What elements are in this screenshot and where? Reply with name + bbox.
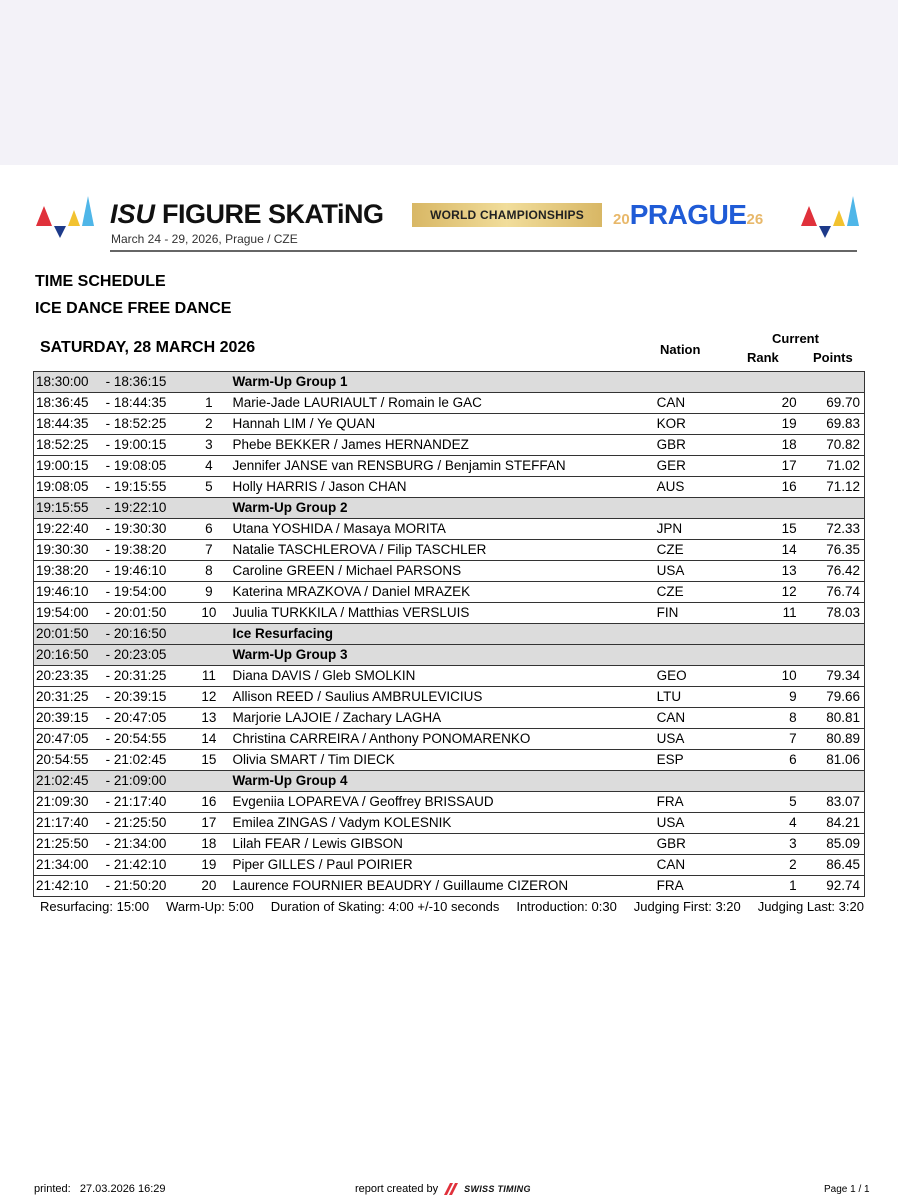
end-time: - 21:50:20 (106, 876, 186, 897)
skater-names: Natalie TASCHLEROVA / Filip TASCHLER (233, 540, 657, 561)
start-time: 19:38:20 (34, 561, 106, 582)
printed-timestamp: printed: 27.03.2026 16:29 (34, 1183, 166, 1195)
nation-code: FRA (657, 792, 736, 813)
start-time: 21:09:30 (34, 792, 106, 813)
schedule-group-row (34, 771, 865, 792)
current-points: 71.02 (797, 456, 865, 477)
current-points: 70.82 (797, 435, 865, 456)
schedule-row (34, 456, 865, 477)
nation-code: GER (657, 456, 736, 477)
end-time: - 20:31:25 (106, 666, 186, 687)
current-points: 81.06 (797, 750, 865, 771)
start-number: 12 (185, 687, 232, 708)
skater-names: Katerina MRAZKOVA / Daniel MRAZEK (233, 582, 657, 603)
current-points: 79.34 (797, 666, 865, 687)
current-points: 92.74 (797, 876, 865, 897)
schedule-row (34, 834, 865, 855)
start-time: 18:44:35 (34, 414, 106, 435)
start-number (185, 645, 232, 666)
skater-names: Marjorie LAJOIE / Zachary LAGHA (233, 708, 657, 729)
current-points: 71.12 (797, 477, 865, 498)
current-rank: 6 (736, 750, 797, 771)
schedule-row (34, 561, 865, 582)
skater-names: Evgeniia LOPAREVA / Geoffrey BRISSAUD (233, 792, 657, 813)
schedule-row (34, 582, 865, 603)
start-number: 6 (185, 519, 232, 540)
end-time: - 21:17:40 (106, 792, 186, 813)
rank-column-header: Rank (747, 350, 779, 365)
nation-code: CZE (657, 582, 736, 603)
current-points: 69.83 (797, 414, 865, 435)
current-rank: 1 (736, 876, 797, 897)
current-points: 72.33 (797, 519, 865, 540)
nation-code (657, 498, 736, 519)
prague-wordmark: 20PRAGUE26 (613, 199, 764, 230)
current-points (797, 372, 865, 393)
start-time: 18:52:25 (34, 435, 106, 456)
current-points: 83.07 (797, 792, 865, 813)
skater-names: Juulia TURKKILA / Matthias VERSLUIS (233, 603, 657, 624)
current-points: 76.74 (797, 582, 865, 603)
start-time: 20:31:25 (34, 687, 106, 708)
start-time: 19:54:00 (34, 603, 106, 624)
nation-code: FIN (657, 603, 736, 624)
schedule-row (34, 876, 865, 897)
end-time: - 20:23:05 (106, 645, 186, 666)
schedule-row (34, 519, 865, 540)
start-time: 18:30:00 (34, 372, 106, 393)
current-rank (736, 372, 797, 393)
judging-first-note: Judging First: 3:20 (633, 899, 741, 914)
schedule-row (34, 414, 865, 435)
start-time: 18:36:45 (34, 393, 106, 414)
skater-names: Warm-Up Group 2 (233, 498, 657, 519)
start-time: 21:42:10 (34, 876, 106, 897)
schedule-group-row (34, 498, 865, 519)
current-rank: 2 (736, 855, 797, 876)
judging-last-note: Judging Last: 3:20 (757, 899, 864, 914)
current-rank: 7 (736, 729, 797, 750)
start-number: 2 (185, 414, 232, 435)
nation-code: GBR (657, 435, 736, 456)
nation-code: ESP (657, 750, 736, 771)
current-points: 69.70 (797, 393, 865, 414)
current-rank (736, 771, 797, 792)
nation-column-header: Nation (660, 342, 701, 357)
start-number: 4 (185, 456, 232, 477)
current-rank (736, 498, 797, 519)
segment-title: ICE DANCE FREE DANCE (35, 300, 232, 317)
start-number: 20 (185, 876, 232, 897)
event-logo-left-icon (36, 196, 96, 240)
warmup-note: Warm-Up: 5:00 (166, 899, 254, 914)
start-time: 21:25:50 (34, 834, 106, 855)
current-points: 84.21 (797, 813, 865, 834)
current-points: 80.81 (797, 708, 865, 729)
end-time: - 20:47:05 (106, 708, 186, 729)
current-rank: 5 (736, 792, 797, 813)
current-rank (736, 624, 797, 645)
end-time: - 21:34:00 (106, 834, 186, 855)
nation-code: JPN (657, 519, 736, 540)
current-points: 78.03 (797, 603, 865, 624)
nation-code: FRA (657, 876, 736, 897)
points-column-header: Points (813, 350, 853, 365)
schedule-row (34, 477, 865, 498)
start-number: 3 (185, 435, 232, 456)
start-number: 18 (185, 834, 232, 855)
nation-code (657, 771, 736, 792)
current-points: 79.66 (797, 687, 865, 708)
duration-note: Duration of Skating: 4:00 +/-10 seconds (270, 899, 500, 914)
start-number: 17 (185, 813, 232, 834)
current-rank: 15 (736, 519, 797, 540)
end-time: - 21:25:50 (106, 813, 186, 834)
current-rank: 12 (736, 582, 797, 603)
nation-code: AUS (657, 477, 736, 498)
end-time: - 19:00:15 (106, 435, 186, 456)
current-points (797, 645, 865, 666)
nation-code: USA (657, 813, 736, 834)
document-title: TIME SCHEDULE (35, 273, 166, 290)
start-number: 16 (185, 792, 232, 813)
nation-code: LTU (657, 687, 736, 708)
skater-names: Emilea ZINGAS / Vadym KOLESNIK (233, 813, 657, 834)
end-time: - 19:46:10 (106, 561, 186, 582)
skater-names: Holly HARRIS / Jason CHAN (233, 477, 657, 498)
schedule-group-row (34, 645, 865, 666)
start-time: 19:46:10 (34, 582, 106, 603)
skater-names: Phebe BEKKER / James HERNANDEZ (233, 435, 657, 456)
top-blank-band (0, 0, 898, 165)
start-number: 14 (185, 729, 232, 750)
end-time: - 19:54:00 (106, 582, 186, 603)
skater-names: Caroline GREEN / Michael PARSONS (233, 561, 657, 582)
nation-code: GBR (657, 834, 736, 855)
end-time: - 19:15:55 (106, 477, 186, 498)
start-time: 20:54:55 (34, 750, 106, 771)
end-time: - 20:39:15 (106, 687, 186, 708)
end-time: - 20:54:55 (106, 729, 186, 750)
current-rank: 17 (736, 456, 797, 477)
start-time: 20:01:50 (34, 624, 106, 645)
current-rank (736, 645, 797, 666)
end-time: - 19:22:10 (106, 498, 186, 519)
end-time: - 21:09:00 (106, 771, 186, 792)
brand-title: ISU FIGURE SKATiNG (110, 199, 384, 229)
end-time: - 19:30:30 (106, 519, 186, 540)
start-number: 10 (185, 603, 232, 624)
current-rank: 3 (736, 834, 797, 855)
end-time: - 21:02:45 (106, 750, 186, 771)
page-number: Page 1 / 1 (824, 1184, 870, 1195)
schedule-row (34, 792, 865, 813)
nation-code: USA (657, 729, 736, 750)
schedule-row (34, 708, 865, 729)
current-rank: 16 (736, 477, 797, 498)
nation-code: CAN (657, 393, 736, 414)
current-rank: 19 (736, 414, 797, 435)
start-time: 21:34:00 (34, 855, 106, 876)
start-number (185, 372, 232, 393)
end-time: - 19:38:20 (106, 540, 186, 561)
nation-code: CAN (657, 855, 736, 876)
schedule-day: SATURDAY, 28 MARCH 2026 (40, 339, 256, 356)
start-number: 7 (185, 540, 232, 561)
start-number (185, 624, 232, 645)
event-dates: March 24 - 29, 2026, Prague / CZE (111, 232, 298, 246)
end-time: - 18:52:25 (106, 414, 186, 435)
nation-code: CZE (657, 540, 736, 561)
skater-names: Piper GILLES / Paul POIRIER (233, 855, 657, 876)
skater-names: Warm-Up Group 3 (233, 645, 657, 666)
end-time: - 20:16:50 (106, 624, 186, 645)
schedule-row (34, 750, 865, 771)
current-points: 85.09 (797, 834, 865, 855)
start-number: 11 (185, 666, 232, 687)
schedule-group-row (34, 372, 865, 393)
start-time: 20:23:35 (34, 666, 106, 687)
current-points (797, 498, 865, 519)
resurfacing-note: Resurfacing: 15:00 (40, 899, 150, 914)
skater-names: Diana DAVIS / Gleb SMOLKIN (233, 666, 657, 687)
end-time: - 18:44:35 (106, 393, 186, 414)
skater-names: Laurence FOURNIER BEAUDRY / Guillaume CIZERON (233, 876, 657, 897)
nation-code: GEO (657, 666, 736, 687)
current-rank: 8 (736, 708, 797, 729)
nation-code: USA (657, 561, 736, 582)
start-number: 19 (185, 855, 232, 876)
event-logo-right-icon (801, 196, 861, 240)
skater-names: Hannah LIM / Ye QUAN (233, 414, 657, 435)
schedule-row (34, 540, 865, 561)
current-rank: 14 (736, 540, 797, 561)
current-rank: 11 (736, 603, 797, 624)
nation-code (657, 624, 736, 645)
nation-code (657, 372, 736, 393)
start-time: 20:39:15 (34, 708, 106, 729)
start-time: 19:30:30 (34, 540, 106, 561)
start-time: 19:15:55 (34, 498, 106, 519)
start-number: 13 (185, 708, 232, 729)
report-credit: report created by SWISS TIMING (355, 1183, 531, 1195)
schedule-row (34, 729, 865, 750)
introduction-note: Introduction: 0:30 (516, 899, 617, 914)
start-number: 9 (185, 582, 232, 603)
schedule-row (34, 687, 865, 708)
nation-code: CAN (657, 708, 736, 729)
skater-names: Ice Resurfacing (233, 624, 657, 645)
start-time: 19:08:05 (34, 477, 106, 498)
skater-names: Warm-Up Group 4 (233, 771, 657, 792)
world-championships-banner: WORLD CHAMPIONSHIPS (412, 203, 602, 227)
timing-footnote (40, 899, 864, 914)
skater-names: Olivia SMART / Tim DIECK (233, 750, 657, 771)
swiss-timing-logo-icon (444, 1183, 458, 1195)
skater-names: Jennifer JANSE van RENSBURG / Benjamin STEFFAN (233, 456, 657, 477)
end-time: - 20:01:50 (106, 603, 186, 624)
skater-names: Marie-Jade LAURIAULT / Romain le GAC (233, 393, 657, 414)
start-time: 19:22:40 (34, 519, 106, 540)
start-number: 5 (185, 477, 232, 498)
schedule-row (34, 813, 865, 834)
skater-names: Christina CARREIRA / Anthony PONOMARENKO (233, 729, 657, 750)
skater-names: Utana YOSHIDA / Masaya MORITA (233, 519, 657, 540)
current-points: 76.42 (797, 561, 865, 582)
skater-names: Allison REED / Saulius AMBRULEVICIUS (233, 687, 657, 708)
nation-code (657, 645, 736, 666)
current-points: 86.45 (797, 855, 865, 876)
current-points: 76.35 (797, 540, 865, 561)
current-rank: 18 (736, 435, 797, 456)
schedule-row (34, 393, 865, 414)
schedule-group-row (34, 624, 865, 645)
current-rank: 10 (736, 666, 797, 687)
start-number: 15 (185, 750, 232, 771)
schedule-row (34, 666, 865, 687)
end-time: - 18:36:15 (106, 372, 186, 393)
start-time: 21:02:45 (34, 771, 106, 792)
start-time: 20:47:05 (34, 729, 106, 750)
start-number (185, 771, 232, 792)
current-column-header: Current (772, 331, 819, 346)
current-rank: 13 (736, 561, 797, 582)
end-time: - 19:08:05 (106, 456, 186, 477)
start-time: 19:00:15 (34, 456, 106, 477)
start-number: 8 (185, 561, 232, 582)
start-number: 1 (185, 393, 232, 414)
skater-names: Warm-Up Group 1 (233, 372, 657, 393)
schedule-row (34, 435, 865, 456)
current-points: 80.89 (797, 729, 865, 750)
nation-code: KOR (657, 414, 736, 435)
current-points (797, 624, 865, 645)
current-rank: 9 (736, 687, 797, 708)
schedule-row (34, 603, 865, 624)
skater-names: Lilah FEAR / Lewis GIBSON (233, 834, 657, 855)
header-divider (110, 250, 857, 252)
current-points (797, 771, 865, 792)
start-time: 21:17:40 (34, 813, 106, 834)
schedule-row (34, 855, 865, 876)
schedule-table (33, 371, 865, 897)
end-time: - 21:42:10 (106, 855, 186, 876)
current-rank: 4 (736, 813, 797, 834)
start-number (185, 498, 232, 519)
start-time: 20:16:50 (34, 645, 106, 666)
current-rank: 20 (736, 393, 797, 414)
